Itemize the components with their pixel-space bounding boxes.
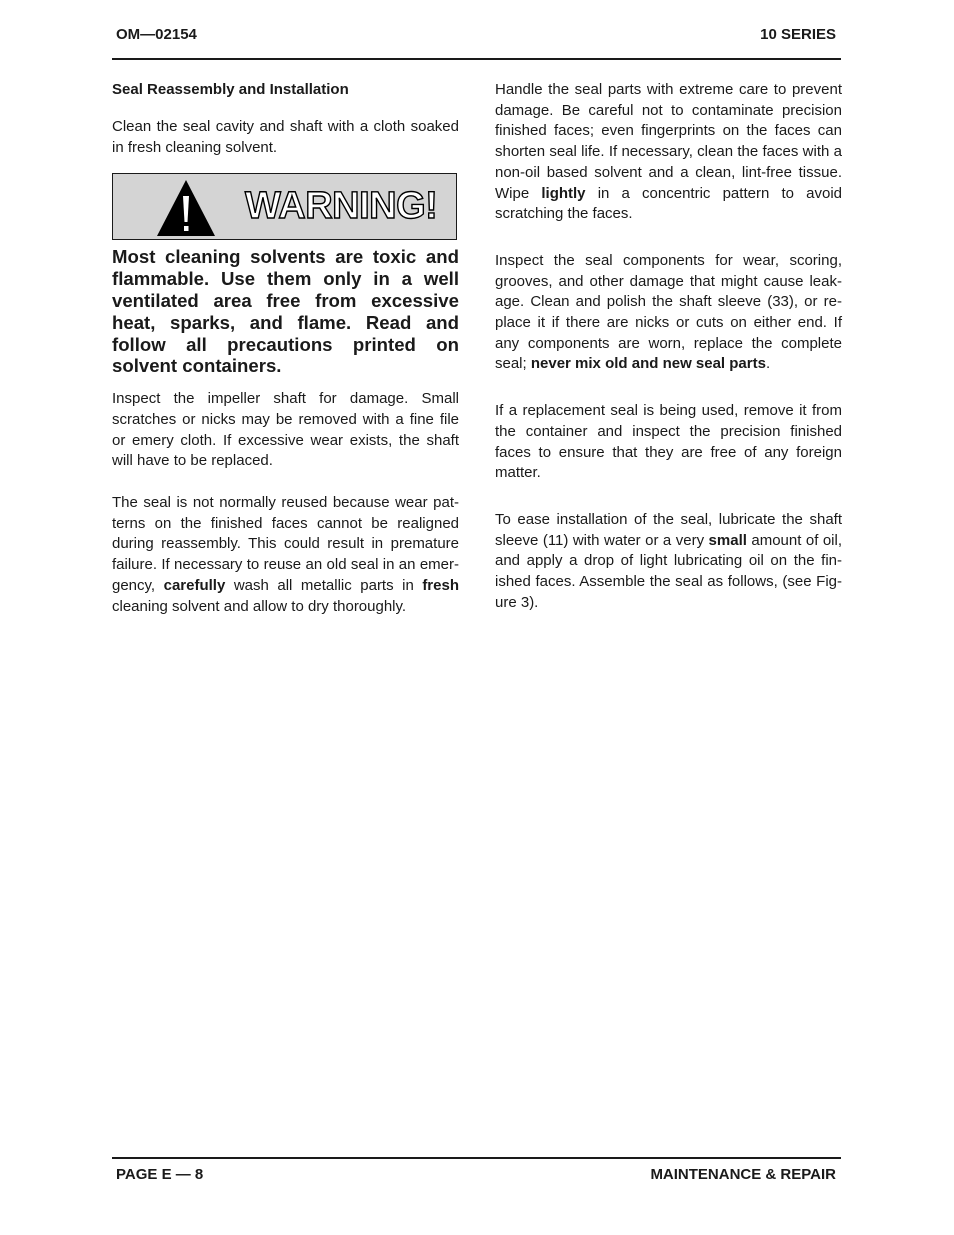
paragraph: If a replacement seal is being used, remove it from the container and inspect the precision finished faces to ensure that they are free of any foreign matter. [495,402,842,482]
right-column [495,80,842,613]
paragraph: Handle the seal parts with extreme care to prevent damage. Be careful not to contaminate precision finished faces; even fingerprints on the faces can shorten seal life. If necessary, clean the faces with a non-oil based solvent and a clean, lint-free tissue. Wipe lightly in a concentric pattern to avoid scratching the faces. [495,81,842,223]
section-heading: Seal Reassembly and Installation [112,81,349,98]
paragraph: Clean the seal cavity and shaft with a cloth soaked in fresh cleaning solvent. [112,118,459,156]
page-number: PAGE E — 8 [116,1166,204,1183]
paragraph: The seal is not normally reused because wear patterns on the finished faces cannot be realigned during reassembly. This could result in premature failure. If necessary to reuse an old seal in an emergency, carefully wash all metallic parts in fresh cleaning solvent and allow to dry thoroughly. [112,494,459,615]
left-column [112,80,459,617]
footer-rule [112,1157,841,1159]
warning-message: Most cleaning solvents are toxic and flammable. Use them only in a well ventilated area free from excessive heat, sparks, and flame. Read and follow all precautions printed on solvent containers. [112,246,459,377]
paragraph: To ease installation of the seal, lubricate the shaft sleeve (11) with water or a very small amount of oil, and apply a drop of light lubricating oil on the finished faces. Assemble the seal as follows, (see Figure 3). [495,510,843,611]
doc-number: OM—02154 [116,26,197,43]
header-rule [112,58,841,60]
warning-banner [112,173,457,240]
series-label: 10 SERIES [760,26,836,43]
exclamation-triangle-icon [155,178,217,238]
section-name: MAINTENANCE & REPAIR [650,1166,836,1183]
paragraph: Inspect the impeller shaft for damage. Small scratches or nicks may be removed with a fine file or emery cloth. If excessive wear exists, the shaft will have to be replaced. [112,390,459,470]
paragraph: Inspect the seal components for wear, scoring, grooves, and other damage that might cause leakage. Clean and polish the shaft sleeve (33), or replace it if there are nicks or cuts on either end. If any components are worn, replace the complete seal; never mix old and new seal parts. [495,251,842,373]
warning-title: WARNING! [245,185,438,228]
